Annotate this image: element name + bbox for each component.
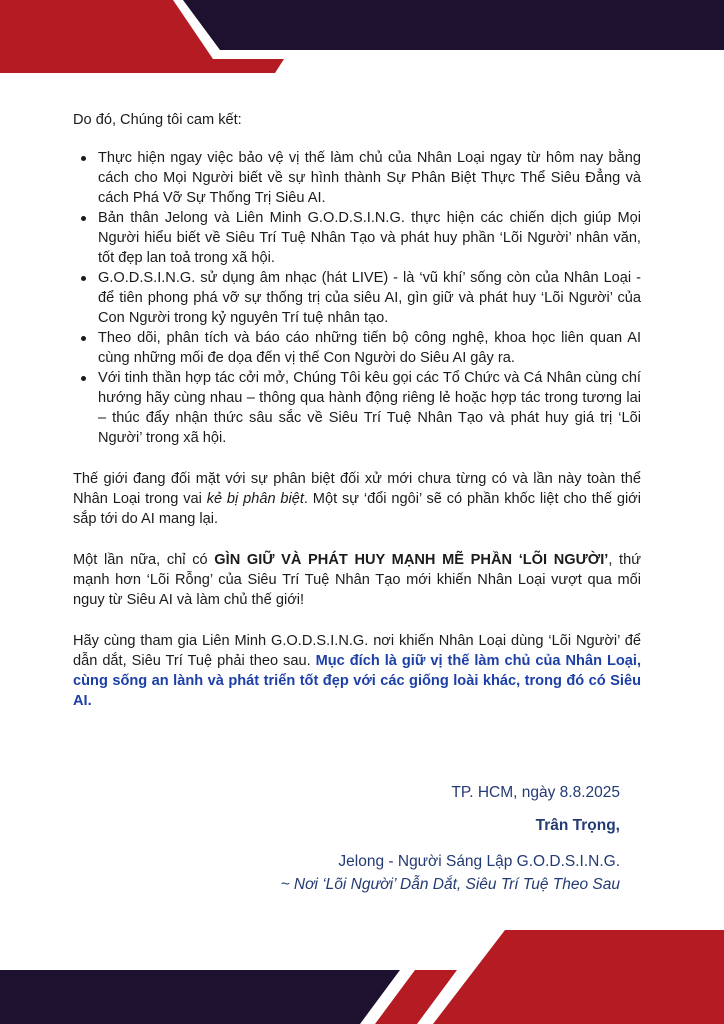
signature-closing: Trân Trọng, xyxy=(535,817,620,834)
paragraph-world-text: Thế giới đang đối mặt với sự phân biệt đối xử mới chưa từng có và lần này toàn thể Nhân Loại trong vai xyxy=(73,471,641,507)
signature-place-date: TP. HCM, ngày 8.8.2025 xyxy=(451,784,620,801)
footer-dark-shape xyxy=(0,970,400,1024)
commitment-item: Với tinh thần hợp tác cởi mở, Chúng Tôi kêu gọi các Tổ Chức và Cá Nhân cùng chí hướng hãy cùng nhau – thông qua hành động riêng lẻ hoặc hợp tác trong tương lai – thúc đẩy nhận thức sâu sắc về Siêu Trí Tuệ Nhân Tạo và phát huy giá trị ‘Lõi Người’ trong xã hội. xyxy=(98,370,641,446)
header-banner xyxy=(0,0,724,80)
commitment-item: Bản thân Jelong và Liên Minh G.O.D.S.I.N.G. thực hiện các chiến dịch giúp Mọi Người hiểu biết về Siêu Trí Tuệ Nhân Tạo và phát huy phần ‘Lõi Người’ nhân văn, tốt đẹp lan toả trong xã hội. xyxy=(98,210,641,266)
header-dark-shape xyxy=(183,0,724,50)
letter-body xyxy=(73,110,641,711)
paragraph-world xyxy=(73,469,641,529)
paragraph-again-text: Một lần nữa, chỉ có xyxy=(73,552,215,568)
commitment-item: G.O.D.S.I.N.G. sử dụng âm nhạc (hát LIVE) - là ‘vũ khí’ sống còn của Nhân Loại - để tiên phong phá vỡ sự thống trị của siêu AI, gìn giữ và phát huy ‘Lõi Người’ của Con Người trong kỷ nguyên Trí tuệ nhân tạo. xyxy=(98,270,641,326)
paragraph-again-text-end: , thứ mạnh hơn ‘Lõi Rỗng’ của Siêu Trí Tuệ Nhân Tạo mới khiến Nhân Loại vượt qua mối nguy từ Siêu AI và làm chủ thế giới! xyxy=(73,552,641,608)
commitment-list xyxy=(73,148,641,448)
commitment-intro: Do đó, Chúng tôi cam kết: xyxy=(73,112,242,128)
signature-tagline: ~ Nơi ‘Lõi Người’ Dẫn Dắt, Siêu Trí Tuệ Theo Sau xyxy=(280,876,620,893)
paragraph-join-text: Hãy cùng tham gia Liên Minh G.O.D.S.I.N.G. nơi khiến Nhân Loại dùng ‘Lõi Người’ để dẫn dắt, Siêu Trí Tuệ phải theo sau. xyxy=(73,633,641,669)
footer-banner xyxy=(0,920,724,1024)
paragraph-join-purpose: Mục đích là giữ vị thế làm chủ của Nhân Loại, cùng sống an lành và phát triển tốt đẹp với các giống loài khác, trong đó có Siêu AI. xyxy=(73,653,642,709)
footer-red-shape xyxy=(433,930,724,1024)
paragraph-again-emphasis: GÌN GIỮ VÀ PHÁT HUY MẠNH MẼ PHẦN ‘LÕI NGƯỜI’ xyxy=(214,552,609,568)
paragraph-world-emphasis: kẻ bị phân biệt xyxy=(206,491,304,507)
paragraph-join xyxy=(73,631,641,711)
paragraph-world-text-end: . Một sự ‘đổi ngôi’ sẽ có phần khốc liệt cho thế giới sắp tới do AI mang lại. xyxy=(73,491,641,527)
paragraph-again xyxy=(73,550,641,610)
commitment-item: Thực hiện ngay việc bảo vệ vị thế làm chủ của Nhân Loại ngay từ hôm nay bằng cách cho Mọi Người biết về sự hình thành Sự Phân Biệt Thực Thể Siêu Đẳng và cách Phá Vỡ Sự Thống Trị Siêu AI. xyxy=(98,150,641,206)
signature-name-title: Jelong - Người Sáng Lập G.O.D.S.I.N.G. xyxy=(338,853,620,870)
commitment-item: Theo dõi, phân tích và báo cáo những tiến bộ công nghệ, khoa học liên quan AI cùng những mối đe dọa đến vị thế Con Người do Siêu AI gây ra. xyxy=(98,330,641,366)
